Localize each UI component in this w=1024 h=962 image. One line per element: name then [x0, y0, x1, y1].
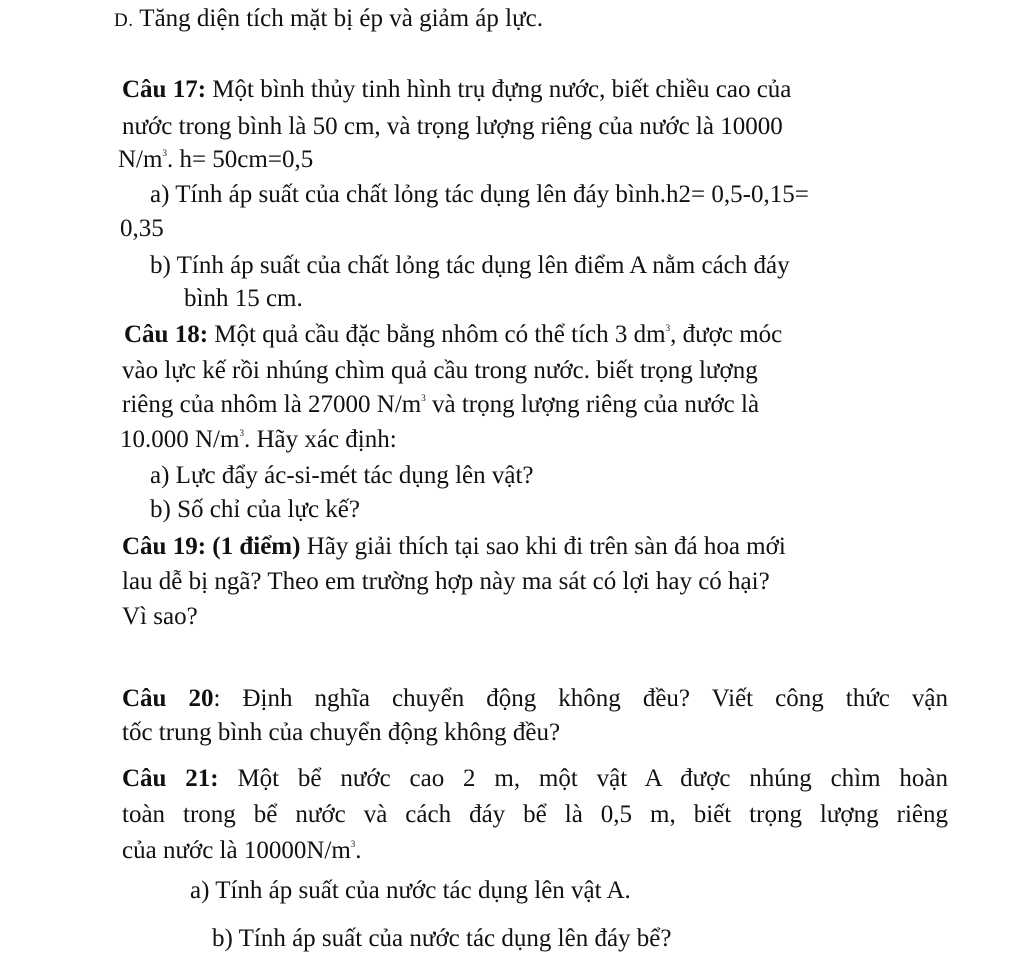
q17-part-a-line-1: a) Tính áp suất của chất lỏng tác dụng lên đáy bình.h2= 0,5-0,15=	[150, 181, 809, 208]
q21-line-2: toàn trong bể nước và cách đáy bể là 0,5 m, biết trọng lượng riêng	[122, 801, 948, 828]
q21-label: Câu 21:	[122, 765, 219, 792]
q17-unit: N/m	[118, 146, 163, 173]
q16-option-d-letter: D.	[114, 10, 134, 31]
q18-text-1a: Một quả cầu đặc bằng nhôm có thể tích 3 dm	[214, 321, 666, 348]
q18-text-3a: riêng của nhôm là 27000 N/m	[122, 391, 422, 418]
q18-text-4b: . Hãy xác định:	[243, 426, 397, 453]
q18-water-exponent: 3	[239, 428, 244, 438]
q21-line-3	[122, 836, 362, 866]
q18-text-3b: và trọng lượng riêng của nước là	[425, 391, 760, 418]
q21-text-3a: của nước là 10000N/m	[122, 837, 351, 864]
q19-label: Câu 19: (1 điểm)	[122, 533, 301, 560]
q16-option-d	[114, 4, 543, 36]
q18-line-3	[122, 390, 759, 420]
q17-part-a-line-2: 0,35	[120, 215, 164, 242]
q16-option-d-text: Tăng diện tích mặt bị ép và giảm áp lực.	[139, 5, 543, 32]
q17-line-2: nước trong bình là 50 cm, và trọng lượng riêng của nước là 10000	[122, 113, 783, 140]
q18-text-1b: , được móc	[670, 321, 783, 348]
q20-label: Câu 20	[122, 685, 214, 712]
q17-part-b-line-1: b) Tính áp suất của chất lỏng tác dụng lên điểm A nằm cách đáy	[150, 252, 790, 279]
q20-text-1: : Định nghĩa chuyển động không đều? Viết công thức vận	[213, 685, 948, 712]
q18-text-4a: 10.000 N/m	[120, 426, 240, 453]
q18-part-b: b) Số chỉ của lực kế?	[150, 496, 360, 523]
q21-part-a: a) Tính áp suất của nước tác dụng lên vật A.	[190, 877, 631, 904]
q21-part-b: b) Tính áp suất của nước tác dụng lên đáy bể?	[212, 925, 672, 952]
q17-label: Câu 17:	[122, 76, 207, 103]
q18-line-1	[124, 320, 782, 350]
q21-text-1: Một bể nước cao 2 m, một vật A được nhúng chìm hoàn	[237, 765, 948, 792]
q17-height-note: . h= 50cm=0,5	[166, 146, 314, 173]
q21-text-3b: .	[355, 837, 362, 864]
q17-unit-exponent: 3	[162, 148, 167, 158]
q20-line-1	[122, 684, 948, 714]
q18-label: Câu 18:	[124, 321, 209, 348]
q19-line-1	[122, 532, 786, 562]
q19-line-2: lau dễ bị ngã? Theo em trường hợp này ma sát có lợi hay có hại?	[122, 568, 770, 595]
q21-water-exponent: 3	[350, 839, 356, 849]
q20-line-2: tốc trung bình của chuyển động không đều?	[122, 719, 561, 746]
q17-line-1	[122, 75, 791, 105]
q18-line-2: vào lực kế rồi nhúng chìm quả cầu trong nước. biết trọng lượng	[122, 357, 758, 384]
q17-part-b-line-2: bình 15 cm.	[184, 285, 303, 312]
q18-line-4	[120, 425, 397, 455]
q18-volume-exponent: 3	[665, 323, 671, 333]
q21-line-1	[122, 764, 948, 794]
q17-line-3	[118, 145, 313, 175]
q18-part-a: a) Lực đẩy ác-si-mét tác dụng lên vật?	[150, 462, 534, 489]
q18-aluminum-exponent: 3	[421, 393, 426, 403]
q17-text-1: Một bình thủy tinh hình trụ đựng nước, biết chiều cao của	[212, 76, 792, 103]
q19-text-1: Hãy giải thích tại sao khi đi trên sàn đá hoa mới	[306, 533, 786, 560]
q19-line-3: Vì sao?	[122, 603, 198, 630]
